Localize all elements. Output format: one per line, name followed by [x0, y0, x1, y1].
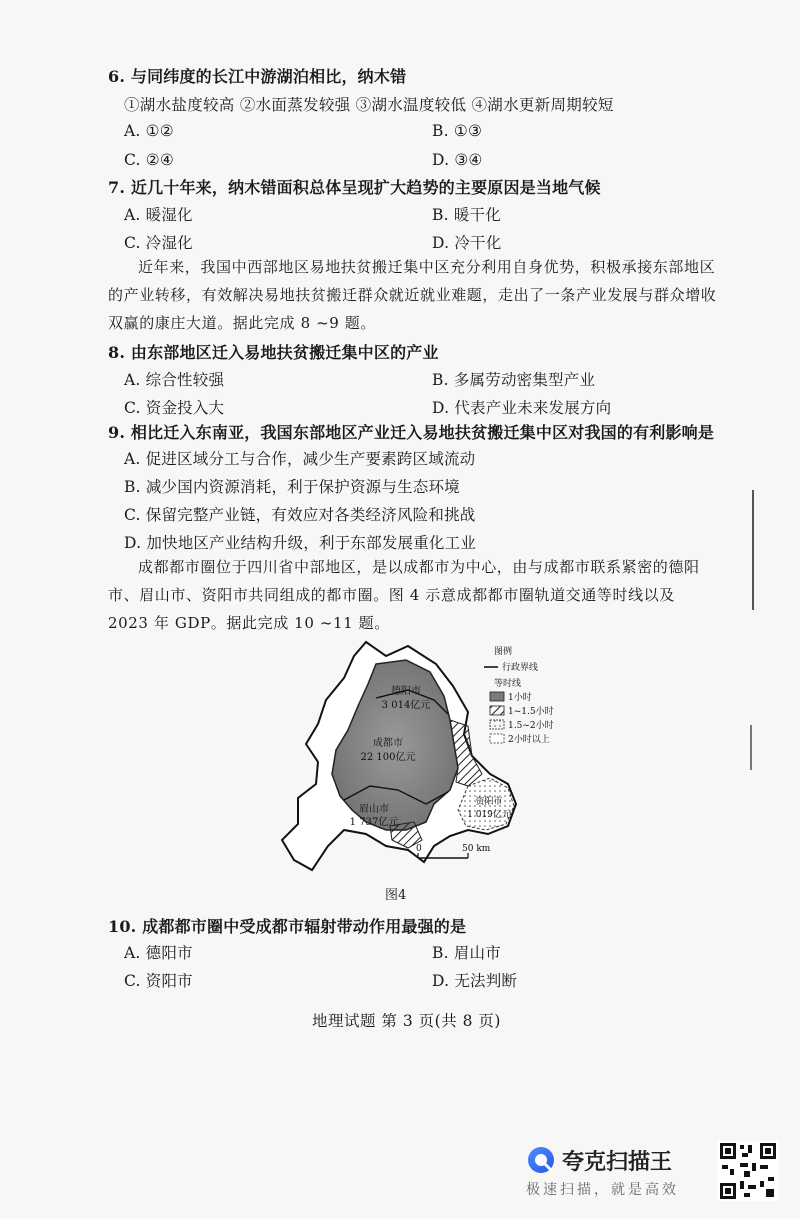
question-9-option-c: C. 保留完整产业链，有效应对各类经济风险和挑战: [124, 506, 476, 524]
question-10-option-a: A. 德阳市: [124, 944, 193, 962]
question-6-option-c: C. ②④: [124, 151, 174, 169]
city-label-deyang: 德阳市: [391, 686, 421, 697]
question-6-option-d: D. ③④: [432, 151, 483, 169]
question-6-stem: 6. 与同纬度的长江中游湖泊相比，纳木错: [108, 67, 407, 86]
question-9-option-b: B. 减少国内资源消耗，利于保护资源与生态环境: [124, 478, 460, 496]
question-8-option-a: A. 综合性较强: [124, 371, 225, 389]
city-label-ziyang: 资阳市: [475, 797, 503, 807]
question-6-statements: ①湖水盐度较高 ②水面蒸发较强 ③湖水温度较低 ④湖水更新周期较短: [124, 96, 614, 114]
question-7-option-a: A. 暖湿化: [124, 206, 193, 224]
legend-1.5-2h-label: 1.5~2小时: [508, 721, 554, 731]
question-10-option-d: D. 无法判断: [432, 972, 518, 990]
question-7-option-b: B. 暖干化: [432, 206, 501, 224]
legend-title: 图例: [494, 647, 513, 657]
legend-2h-plus-label: 2小时以上: [508, 735, 550, 745]
city-gdp-chengdu: 22 100亿元: [360, 752, 416, 763]
passage-chengdu-metro-text: 成都都市圈位于四川省中部地区，是以成都市为中心，由与成都市联系紧密的德阳市、眉山市、资阳市共同组成的都市圈。图 4 示意成都都市圈轨道交通等时线以及 2023 年 GDP。据此完成 10 ~11 题。: [108, 558, 700, 632]
qr-code-icon: [718, 1141, 778, 1201]
legend-boundary-label: 行政界线: [502, 663, 539, 673]
map-legend: [484, 645, 554, 745]
question-7-option-c: C. 冷湿化: [124, 234, 193, 252]
question-9-stem: 9. 相比迁入东南亚，我国东部地区产业迁入易地扶贫搬迁集中区对我国的有利影响是: [108, 423, 715, 442]
passage-industry-transfer: [108, 253, 720, 337]
legend-1h-label: 1小时: [508, 693, 532, 703]
question-8-stem: 8. 由东部地区迁入易地扶贫搬迁集中区的产业: [108, 343, 439, 362]
question-9-option-a: A. 促进区域分工与合作，减少生产要素跨区域流动: [124, 450, 476, 468]
passage-industry-transfer-text: 近年来，我国中西部地区易地扶贫搬迁集中区充分利用自身优势，积极承接东部地区的产业转移，有效解决易地扶贫搬迁群众就近就业难题，走出了一条产业发展与群众增收双赢的康庄大道。据此完成 8 ~9 题。: [108, 258, 717, 332]
legend-1-1.5h-swatch: [490, 706, 504, 715]
question-9-option-d: D. 加快地区产业结构升级，利于东部发展重化工业: [124, 534, 477, 552]
scale-zero-label: 0: [416, 844, 422, 854]
legend-1-1.5h-label: 1~1.5小时: [508, 707, 554, 717]
scanner-logo-icon: [526, 1145, 556, 1175]
question-6-option-b: B. ①③: [432, 122, 483, 140]
legend-1.5-2h-swatch: [490, 720, 504, 729]
page-footer: 地理试题 第 3 页(共 8 页): [312, 1012, 501, 1030]
passage-chengdu-metro: [108, 553, 720, 637]
question-8-option-b: B. 多属劳动密集型产业: [432, 371, 596, 389]
city-label-meishan: 眉山市: [359, 804, 389, 815]
city-gdp-meishan: 1 737亿元: [349, 817, 399, 828]
city-label-chengdu: 成都市: [373, 738, 403, 749]
scale-distance-label: 50 km: [462, 844, 491, 854]
question-10-stem: 10. 成都都市圈中受成都市辐射带动作用最强的是: [108, 917, 467, 936]
city-gdp-deyang: 3 014亿元: [381, 700, 431, 711]
question-8-option-d: D. 代表产业未来发展方向: [432, 399, 612, 417]
scanner-slogan: 极速扫描，就是高效: [526, 1182, 679, 1198]
question-8-option-c: C. 资金投入大: [124, 399, 225, 417]
scan-margin-mark-2: [750, 725, 752, 770]
figure-4-caption: 图4: [385, 888, 407, 903]
chengdu-isochrone-map: [258, 634, 588, 874]
city-gdp-ziyang: 1 019亿元: [467, 810, 511, 820]
question-10-option-b: B. 眉山市: [432, 944, 501, 962]
legend-1h-swatch: [490, 692, 504, 701]
question-7-stem: 7. 近几十年来，纳木错面积总体呈现扩大趋势的主要原因是当地气候: [108, 178, 601, 197]
scanner-app-name: 夸克扫描王: [562, 1150, 673, 1175]
scanner-watermark: [522, 1135, 782, 1205]
scan-margin-mark: [752, 490, 754, 610]
legend-isochrone-title: 等时线: [494, 679, 522, 689]
question-7-option-d: D. 冷干化: [432, 234, 502, 252]
question-10-option-c: C. 资阳市: [124, 972, 193, 990]
legend-2h-plus-swatch: [490, 734, 504, 743]
question-6-option-a: A. ①②: [124, 122, 174, 140]
